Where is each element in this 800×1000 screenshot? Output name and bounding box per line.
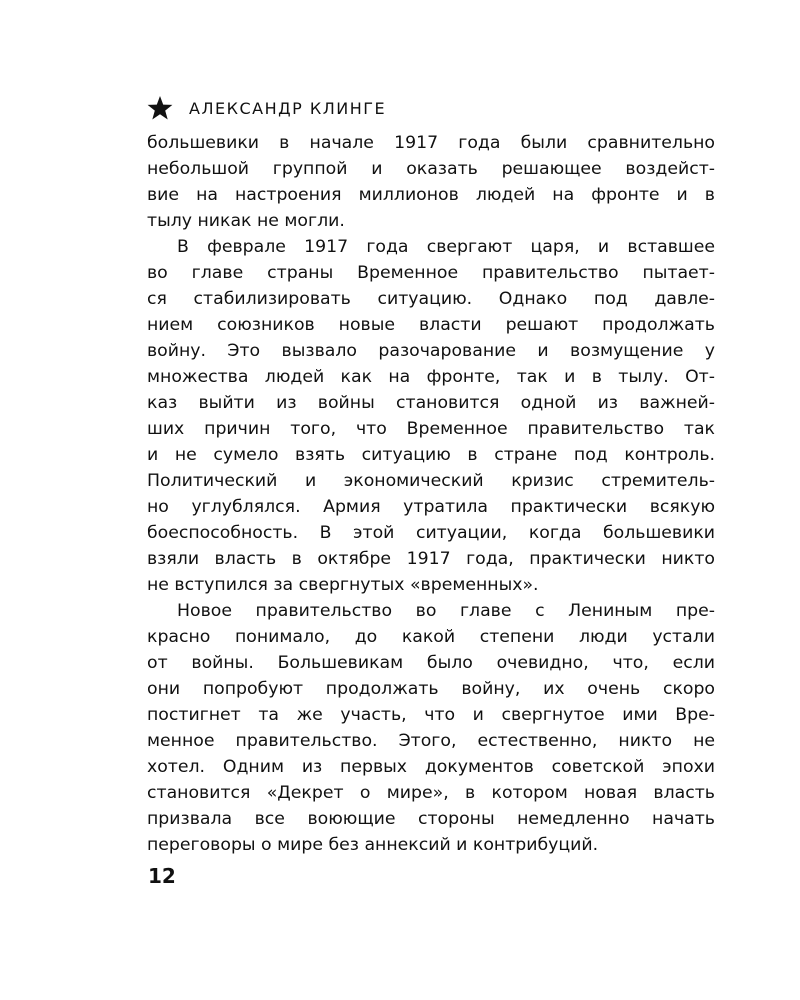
text-line: хотел. Одним из первых документов советской эпохи xyxy=(147,757,715,777)
text-line: но углублялся. Армия утратила практически всякую xyxy=(147,497,715,517)
text-line: постигнет та же участь, что и свергнутое ими Вре- xyxy=(147,705,715,725)
star-icon xyxy=(147,95,173,121)
text-line: во главе страны Временное правительство пытает- xyxy=(147,263,715,283)
text-line: менное правительство. Этого, естественно, никто не xyxy=(147,731,715,751)
paragraph xyxy=(147,130,715,234)
body-text xyxy=(147,130,715,858)
text-line: переговоры о мире без аннексий и контрибуций. xyxy=(147,835,599,855)
text-line: Политический и экономический кризис стремитель- xyxy=(147,471,715,491)
text-line: тылу никак не могли. xyxy=(147,211,345,231)
running-header xyxy=(147,94,386,122)
page-number: 12 xyxy=(148,864,176,888)
text-line: ших причин того, что Временное правительство так xyxy=(147,419,715,439)
text-line: нием союзников новые власти решают продолжать xyxy=(147,315,715,335)
text-line: боеспособность. В этой ситуации, когда большевики xyxy=(147,523,715,543)
text-line: небольшой группой и оказать решающее воздейст- xyxy=(147,159,715,179)
text-line: ся стабилизировать ситуацию. Однако под давле- xyxy=(147,289,715,309)
text-line: В феврале 1917 года свергают царя, и вставшее xyxy=(177,237,715,257)
text-line: красно понимало, до какой степени люди устали xyxy=(147,627,715,647)
text-line: они попробуют продолжать войну, их очень скоро xyxy=(147,679,715,699)
text-line: становится «Декрет о мире», в котором новая власть xyxy=(147,783,715,803)
text-line: не вступился за свергнутых «временных». xyxy=(147,575,539,595)
text-line: взяли власть в октябре 1917 года, практически никто xyxy=(147,549,715,569)
text-line: от войны. Большевикам было очевидно, что, если xyxy=(147,653,715,673)
author-name: АЛЕКСАНДР КЛИНГЕ xyxy=(189,98,387,118)
text-line: каз выйти из войны становится одной из важней- xyxy=(147,393,715,413)
text-line: вие на настроения миллионов людей на фронте и в xyxy=(147,185,715,205)
paragraph xyxy=(147,234,715,598)
text-line: большевики в начале 1917 года были сравнительно xyxy=(147,133,715,153)
text-line: множества людей как на фронте, так и в тылу. От- xyxy=(147,367,715,387)
text-line: призвала все воюющие стороны немедленно начать xyxy=(147,809,715,829)
text-line: и не сумело взять ситуацию в стране под контроль. xyxy=(147,445,715,465)
text-line: Новое правительство во главе с Лениным пре- xyxy=(177,601,715,621)
paragraph xyxy=(147,598,715,858)
text-line: войну. Это вызвало разочарование и возмущение у xyxy=(147,341,715,361)
